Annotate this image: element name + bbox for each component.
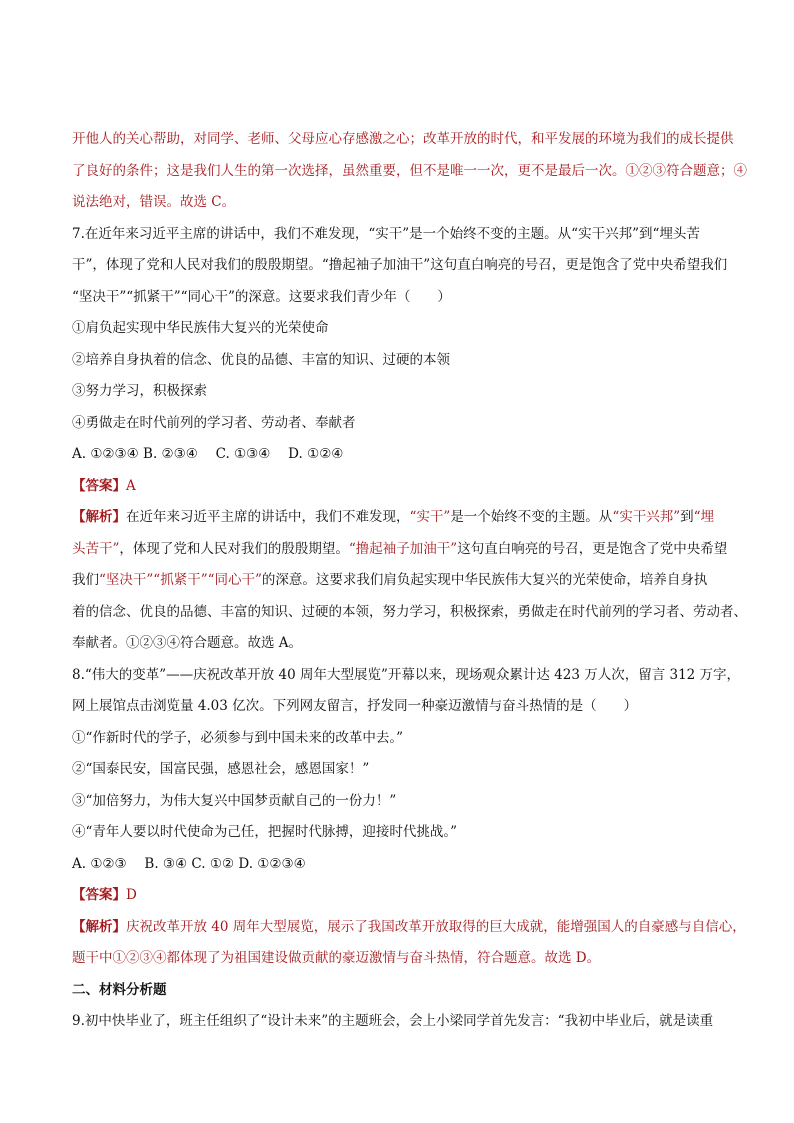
analysis-quote: “埋 xyxy=(693,509,715,525)
q8-stem-line-2: 网上展馆点击浏览量 4.03 亿次。下列网友留言，抒发同一种豪迈激情与奋斗热情的是（ ） xyxy=(72,698,638,714)
prev-explanation-line-1: 开他人的关心帮助，对同学、老师、父母应心存感激之心；改革开放的时代，和平发展的环境为我们的成长提供 xyxy=(72,131,734,147)
prev-explanation-line-3: 说法绝对，错误。故选 C。 xyxy=(72,194,236,210)
q8-stem-line-1: 8.“伟大的变革”——庆祝改革开放 40 周年大型展览”开幕以来，现场观众累计达 423 万人次，留言 312 万字， xyxy=(72,666,741,683)
q7-analysis-line-2 xyxy=(72,534,728,566)
q7-option-1: ①肩负起实现中华民族伟大复兴的光荣使命 xyxy=(72,320,329,336)
q8-option-3: ③“加倍努力，为伟大复兴中国梦贡献自己的一份力！” xyxy=(72,792,397,809)
analysis-quote: “实干” xyxy=(409,509,451,525)
q7-option-2: ②培养自身执着的信念、优良的品德、丰富的知识、过硬的本领 xyxy=(72,351,450,368)
q8-option-2: ②“国泰民安，国富民强，感恩社会，感恩国家！” xyxy=(72,761,370,777)
prev-explanation-text: 了良好的条件；这是我们人生的第一次选择，虽然重要，但不是唯一一次，更不是最后一次。 xyxy=(72,162,626,179)
q7-choices: A. ①②③④ B. ②③④ C. ①③④ D. ①②④ xyxy=(72,446,344,462)
q8-choices: A. ①②③ B. ③④ C. ①② D. ①②③④ xyxy=(72,855,306,872)
q8-analysis-line-2: 题干中①②③④都体现了为祖国建设做贡献的豪迈激情与奋斗热情，符合题意。故选 D。 xyxy=(72,950,601,966)
analysis-text: 是一个始终不变的主题。从 xyxy=(450,509,613,525)
q7-analysis-line-3 xyxy=(72,565,724,597)
analysis-label: 【解析】 xyxy=(72,918,126,935)
analysis-text: 我们 xyxy=(72,572,99,588)
section-title: 二、材料分析题 xyxy=(72,981,167,998)
q7-stem-line-2: 干”，体现了党和人民对我们的殷殷期望。“撸起袖子加油干”这句直白响亮的号召，更是饱含了党中央希望我们 xyxy=(72,257,728,273)
answer-label: 【答案】 xyxy=(72,887,126,903)
q9-stem-line-1: 9.初中快毕业了，班主任组织了“设计未来”的主题班会，会上小梁同学首先发言：“我初中毕业后，就是读重 xyxy=(72,1013,714,1029)
analysis-text: 这句直白响亮的号召，更是饱含了党中央希望 xyxy=(457,540,728,557)
q7-analysis-line-4: 着的信念、优良的品德、丰富的知识、过硬的本领，努力学习，积极探索，勇做走在时代前列的学习者、劳动者、 xyxy=(72,603,747,620)
q7-option-4: ④勇做走在时代前列的学习者、劳动者、奉献者 xyxy=(72,414,356,431)
q8-answer xyxy=(72,880,724,912)
analysis-text: 到 xyxy=(680,509,694,525)
answer-value: A xyxy=(126,477,136,494)
analysis-text: 的深意。这要求我们肩负起实现中华民族伟大复兴的光荣使命，培养自身执 xyxy=(261,572,708,588)
analysis-label: 【解析】 xyxy=(72,509,126,525)
prev-explanation-choices: ①②③符合题意；④ xyxy=(625,162,747,179)
analysis-quote: 头苦干” xyxy=(72,540,120,557)
q7-stem-line-3: “坚决干”“抓紧干”“同心干”的深意。这要求我们青少年（ ） xyxy=(72,288,451,305)
q7-answer xyxy=(72,471,724,503)
prev-explanation-line-2 xyxy=(72,156,747,188)
q7-analysis-line-5: 奉献者。①②③④符合题意。故选 A。 xyxy=(72,635,303,651)
q8-analysis-line-1 xyxy=(72,912,746,944)
q8-option-4: ④“青年人要以时代使命为己任，把握时代脉搏，迎接时代挑战。” xyxy=(72,824,458,840)
analysis-quote: “实干兴邦” xyxy=(612,509,681,525)
document-body xyxy=(72,124,747,1038)
analysis-quote: “坚决干”“抓紧干”“同心干” xyxy=(99,572,262,588)
analysis-quote: “撸起袖子加油干” xyxy=(348,540,458,557)
q7-stem-line-1: 7.在近年来习近平主席的讲话中，我们不难发现，“实干”是一个始终不变的主题。从“实干兴邦”到“埋头苦 xyxy=(72,225,700,242)
q7-analysis-line-1 xyxy=(72,502,724,534)
analysis-text: ，体现了党和人民对我们的殷殷期望。 xyxy=(119,540,349,557)
analysis-text: 庆祝改革开放 40 周年大型展览，展示了我国改革开放取得的巨大成就，能增强国人的自豪感与自信心， xyxy=(126,918,746,935)
analysis-text: 在近年来习近平主席的讲话中，我们不难发现， xyxy=(126,509,410,525)
answer-value: D xyxy=(126,887,137,903)
q8-option-1: ①“作新时代的学子，必须参与到中国未来的改革中去。” xyxy=(72,729,404,746)
answer-label: 【答案】 xyxy=(72,477,126,494)
q7-option-3: ③努力学习，积极探索 xyxy=(72,383,207,399)
